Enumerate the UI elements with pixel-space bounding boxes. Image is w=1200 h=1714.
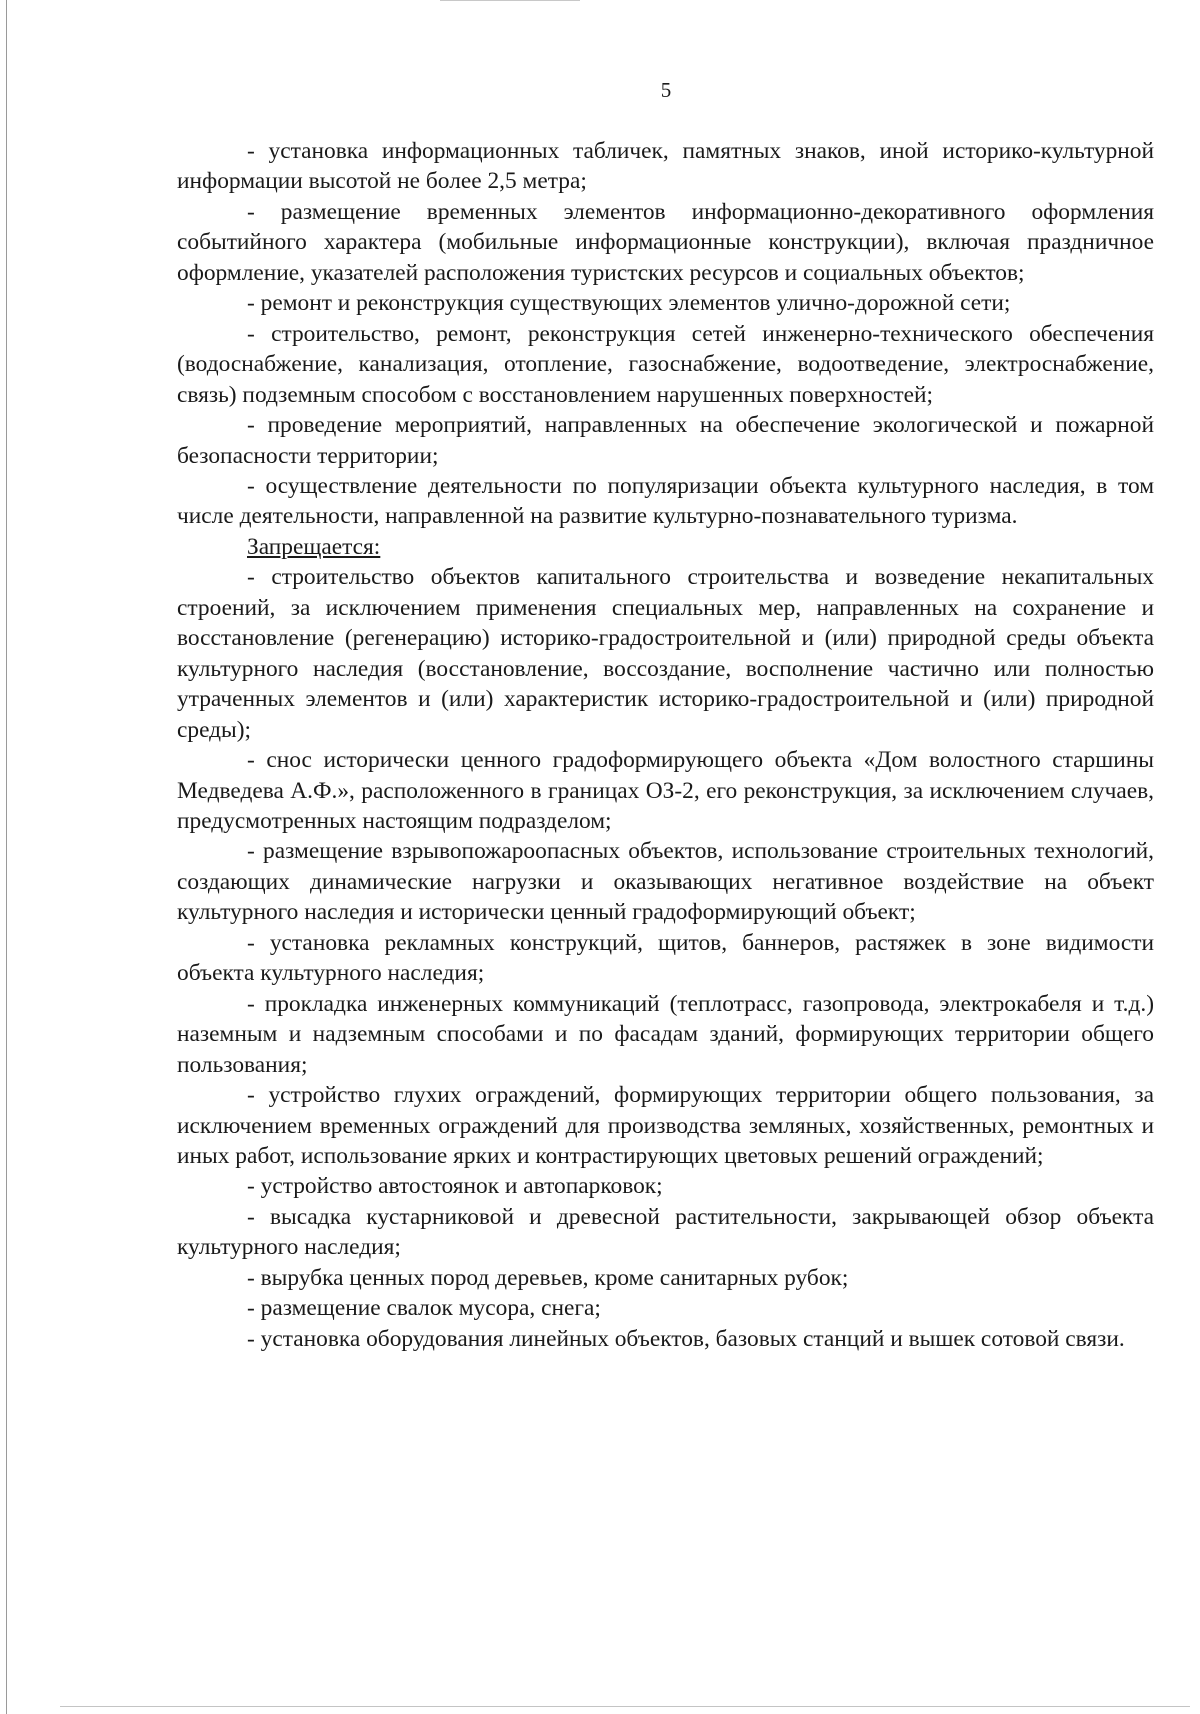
permitted-item: - установка информационных табличек, памятных знаков, иной историко-культурной информации высотой не более 2,5 метра; bbox=[177, 138, 1154, 195]
prohibited-item: - прокладка инженерных коммуникаций (теплотрасс, газопровода, электрокабеля и т.д.) наземным и надземным способами и по фасадам зданий, формирующих территории общего пользования; bbox=[177, 990, 1154, 1078]
permitted-item: - ремонт и реконструкция существующих элементов улично-дорожной сети; bbox=[247, 290, 1011, 317]
prohibited-heading-text: Запрещается: bbox=[247, 533, 381, 560]
document-body bbox=[177, 136, 1154, 1354]
prohibited-item: - устройство глухих ограждений, формирующих территории общего пользования, за исключением временных ограждений для производства земляных, хозяйственных, ремонтных и иных работ, использование ярких и контрастирующих цветовых решений ограждений; bbox=[177, 1082, 1154, 1169]
prohibited-item: - размещение свалок мусора, снега; bbox=[247, 1295, 601, 1322]
prohibited-item: - снос исторически ценного градоформирующего объекта «Дом волостного старшины Медведева А.Ф.», расположенного в границах ОЗ-2, его реконструкция, за исключением случаев, предусмотренных настоящим подразделом; bbox=[177, 747, 1154, 834]
prohibited-item: - вырубка ценных пород деревьев, кроме санитарных рубок; bbox=[247, 1264, 849, 1291]
scan-edge-top bbox=[440, 0, 580, 1]
prohibited-heading bbox=[177, 532, 1154, 562]
scan-edge-bottom bbox=[60, 1706, 1190, 1707]
page-number: 5 bbox=[660, 78, 672, 102]
scan-edge-left bbox=[6, 0, 7, 1714]
permitted-item: - осуществление деятельности по популяризации объекта культурного наследия, в том числе деятельности, направленной на развитие культурно-познавательного туризма. bbox=[177, 472, 1154, 530]
prohibited-item: - высадка кустарниковой и древесной растительности, закрывающей обзор объекта культурного наследия; bbox=[177, 1203, 1154, 1261]
permitted-item: - размещение временных элементов информационно-декоративного оформления событийного характера (мобильные информационные конструкции), включая праздничное оформление, указателей расположения туристских ресурсов и социальных объектов; bbox=[177, 198, 1154, 286]
permitted-item: - строительство, ремонт, реконструкция сетей инженерно-технического обеспечения (водоснабжение, канализация, отопление, газоснабжение, водоотведение, электроснабжение, связь) подземным способом с восстановлением нарушенных поверхностей; bbox=[177, 320, 1154, 408]
prohibited-item: - размещение взрывопожароопасных объектов, использование строительных технологий, создающих динамические нагрузки и оказывающих негативное воздействие на объект культурного наследия и исторически ценный градоформирующий объект; bbox=[177, 838, 1154, 926]
prohibited-item: - установка рекламных конструкций, щитов, баннеров, растяжек в зоне видимости объекта культурного наследия; bbox=[177, 929, 1154, 987]
prohibited-item: - установка оборудования линейных объектов, базовых станций и вышек сотовой связи. bbox=[247, 1325, 1125, 1352]
permitted-item: - проведение мероприятий, направленных на обеспечение экологической и пожарной безопасности территории; bbox=[177, 412, 1154, 469]
prohibited-item: - строительство объектов капитального строительства и возведение некапитальных строений, за исключением применения специальных мер, направленных на сохранение и восстановление (регенерацию) историко-градостроительной и (или) природной среды объекта культурного наследия (восстановление, воссоздание, восполнение частично или полностью утраченных элементов и (или) характеристик историко-градостроительной и (или) природной среды); bbox=[177, 564, 1154, 743]
prohibited-item: - устройство автостоянок и автопарковок; bbox=[247, 1173, 663, 1200]
